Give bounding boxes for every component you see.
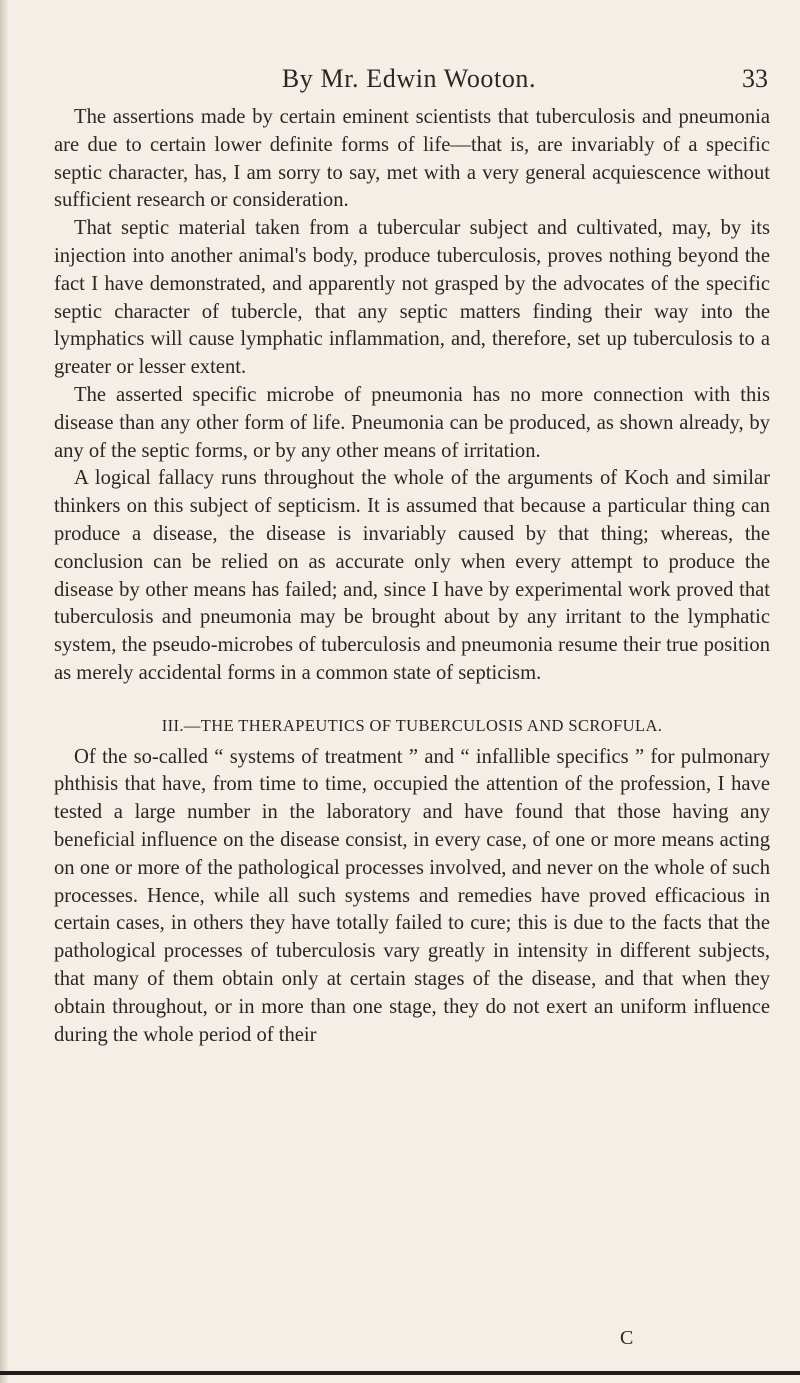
paragraph-septic-material: That septic material taken from a tubercular subject and cultivated, may, by its injection into another animal's body, produce tuberculosis, proves nothing beyond the fact I have demonstrated, and apparently not grasped by the advocates of the specific septic character of tubercle, that any septic matters finding their way into the lymphatics will cause lymphatic inflammation, and, therefore, set up tuberculosis to a greater or lesser extent. — [54, 217, 770, 379]
signature-mark: C — [620, 1327, 634, 1349]
body-text — [54, 104, 770, 1049]
paragraph-assertions: The assertions made by certain eminent scientists that tuberculosis and pneumonia are due to certain lower definite forms of life—that is, are invariably of a specific septic character, has, I am sorry to say, met with a very general acquiescence without sufficient research or consideration. — [54, 106, 770, 212]
section-heading: III.—THE THERAPEUTICS OF TUBERCULOSIS AND SCROFULA. — [161, 715, 663, 735]
page-bottom-rule — [0, 1371, 800, 1375]
paragraph-pneumonia-microbe: The asserted specific microbe of pneumonia has no more connection with this disease than any other form of life. Pneumonia can be produced, as shown already, by any of the septic forms, or by any other means of irritation. — [54, 383, 770, 462]
page-header — [50, 64, 768, 92]
running-head: By Mr. Edwin Wooton. — [281, 64, 537, 93]
page-edge-shadow — [0, 0, 8, 1383]
paragraph-logical-fallacy: A logical fallacy runs throughout the whole of the arguments of Koch and similar thinkers on this subject of septicism. It is assumed that because a particular thing can produce a disease, the disease is invariably caused by that thing; whereas, the conclusion can be relied on as accurate only when every attempt to produce the disease by other means has failed; and, since I have by experimental work proved that tuberculosis and pneumonia may be brought about by any irritant to the lymphatic system, the pseudo-microbes of tuberculosis and pneumonia resume their true position as merely accidental forms in a common state of septicism. — [54, 467, 770, 684]
page-number: 33 — [742, 64, 768, 93]
paragraph-therapeutics: Of the so-called “ systems of treatment ” and “ infallible specifics ” for pulmonary phthisis that have, from time to time, occupied the attention of the profession, I have tested a large number in the laboratory and have found that those having any beneficial influence on the disease consist, in every case, of one or more means acting on one or more of the pathological processes involved, and never on the whole of such processes. Hence, while all such systems and remedies have proved efficacious in certain cases, in others they have totally failed to cure; this is due to the facts that the pathological processes of tuberculosis vary greatly in intensity in different subjects, that many of them obtain only at certain stages of the disease, and that when they obtain throughout, or in more than one stage, they do not exert an uniform influence during the whole period of their — [54, 745, 770, 1046]
